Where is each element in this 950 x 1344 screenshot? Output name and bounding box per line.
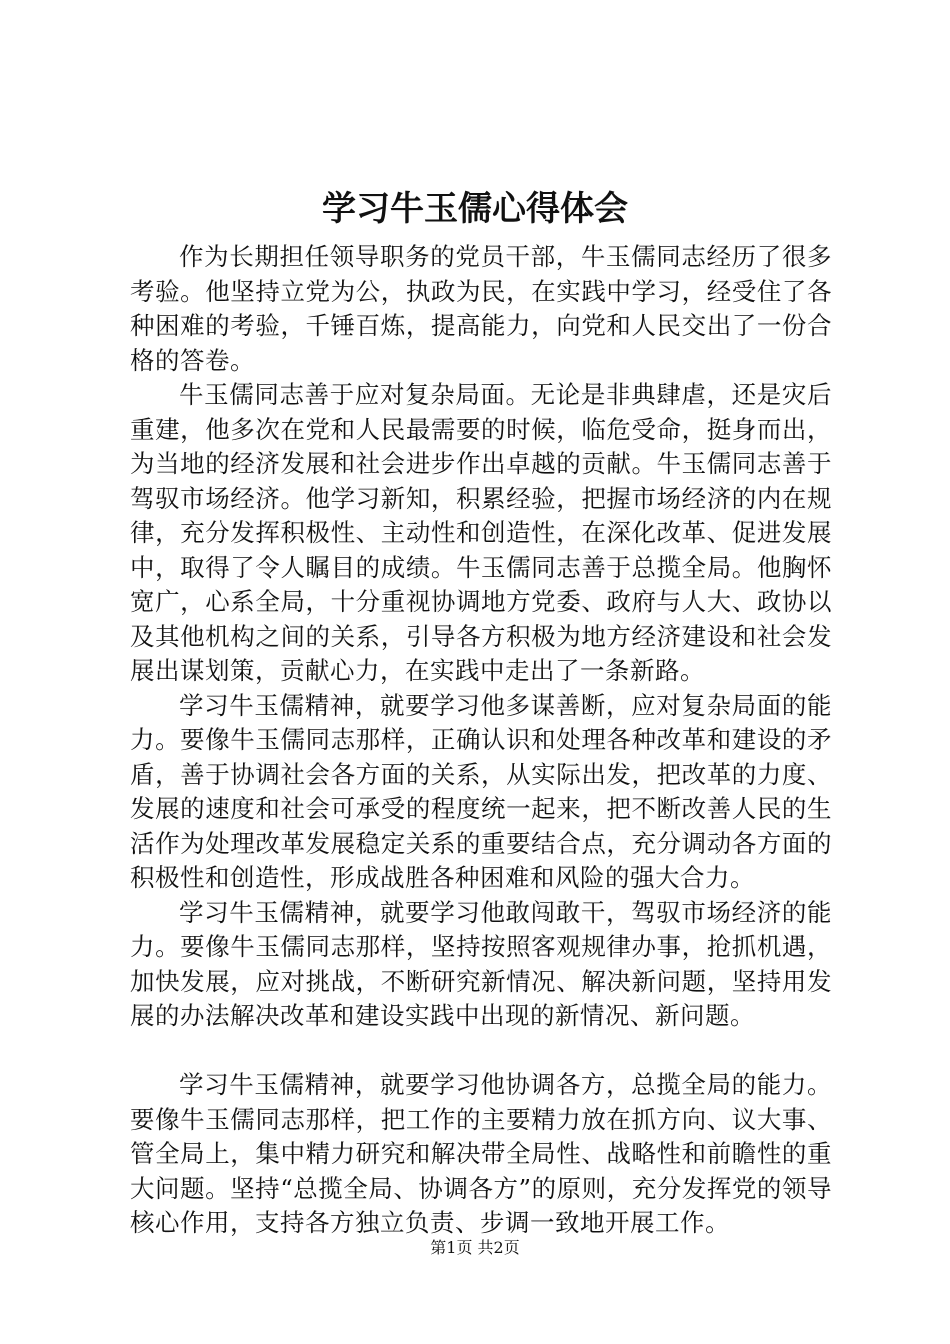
paragraph-3: 学习牛玉儒精神，就要学习他多谋善断，应对复杂局面的能力。要像牛玉儒同志那样，正确认识和处理各种改革和建设的矛盾，善于协调社会各方面的关系，从实际出发，把改革的力度、发展的速度和社会可承受的程度统一起来，把不断改善人民的生活作为处理改革发展稳定关系的重要结合点，充分调动各方面的积极性和创造性，形成战胜各种困难和风险的强大合力。 bbox=[130, 690, 832, 892]
paragraph-spacer bbox=[130, 1034, 832, 1069]
paragraph-5: 学习牛玉儒精神，就要学习他协调各方，总揽全局的能力。要像牛玉儒同志那样，把工作的主要精力放在抓方向、议大事、管全局上，集中精力研究和解决带全局性、战略性和前瞻性的重大问题。坚持“总揽全局、协调各方”的原则，充分发挥党的领导核心作用，支持各方独立负责、步调一致地开展工作。 bbox=[130, 1070, 832, 1237]
page-footer: 第1页 共2页 bbox=[430, 1238, 520, 1257]
paragraph-1: 作为长期担任领导职务的党员干部，牛玉儒同志经历了很多考验。他坚持立党为公，执政为民，在实践中学习，经受住了各种困难的考验，千锤百炼，提高能力，向党和人民交出了一份合格的答卷。 bbox=[130, 242, 832, 375]
document-body bbox=[130, 240, 832, 1241]
paragraph-4: 学习牛玉儒精神，就要学习他敢闯敢干，驾驭市场经济的能力。要像牛玉儒同志那样，坚持按照客观规律办事，抢抓机遇，加快发展，应对挑战，不断研究新情况、解决新问题，坚持用发展的办法解决改革和建设实践中出现的新情况、新问题。 bbox=[130, 897, 832, 1030]
document-title: 学习牛玉儒心得体会 bbox=[322, 189, 628, 229]
paragraph-2: 牛玉儒同志善于应对复杂局面。无论是非典肆虐，还是灾后重建，他多次在党和人民最需要的时候，临危受命，挺身而出，为当地的经济发展和社会进步作出卓越的贡献。牛玉儒同志善于驾驭市场经济。他学习新知，积累经验，把握市场经济的内在规律，充分发挥积极性、主动性和创造性，在深化改革、促进发展中，取得了令人瞩目的成绩。牛玉儒同志善于总揽全局。他胸怀宽广，心系全局，十分重视协调地方党委、政府与人大、政协以及其他机构之间的关系，引导各方积极为地方经济建设和社会发展出谋划策，贡献心力，在实践中走出了一条新路。 bbox=[130, 380, 832, 685]
